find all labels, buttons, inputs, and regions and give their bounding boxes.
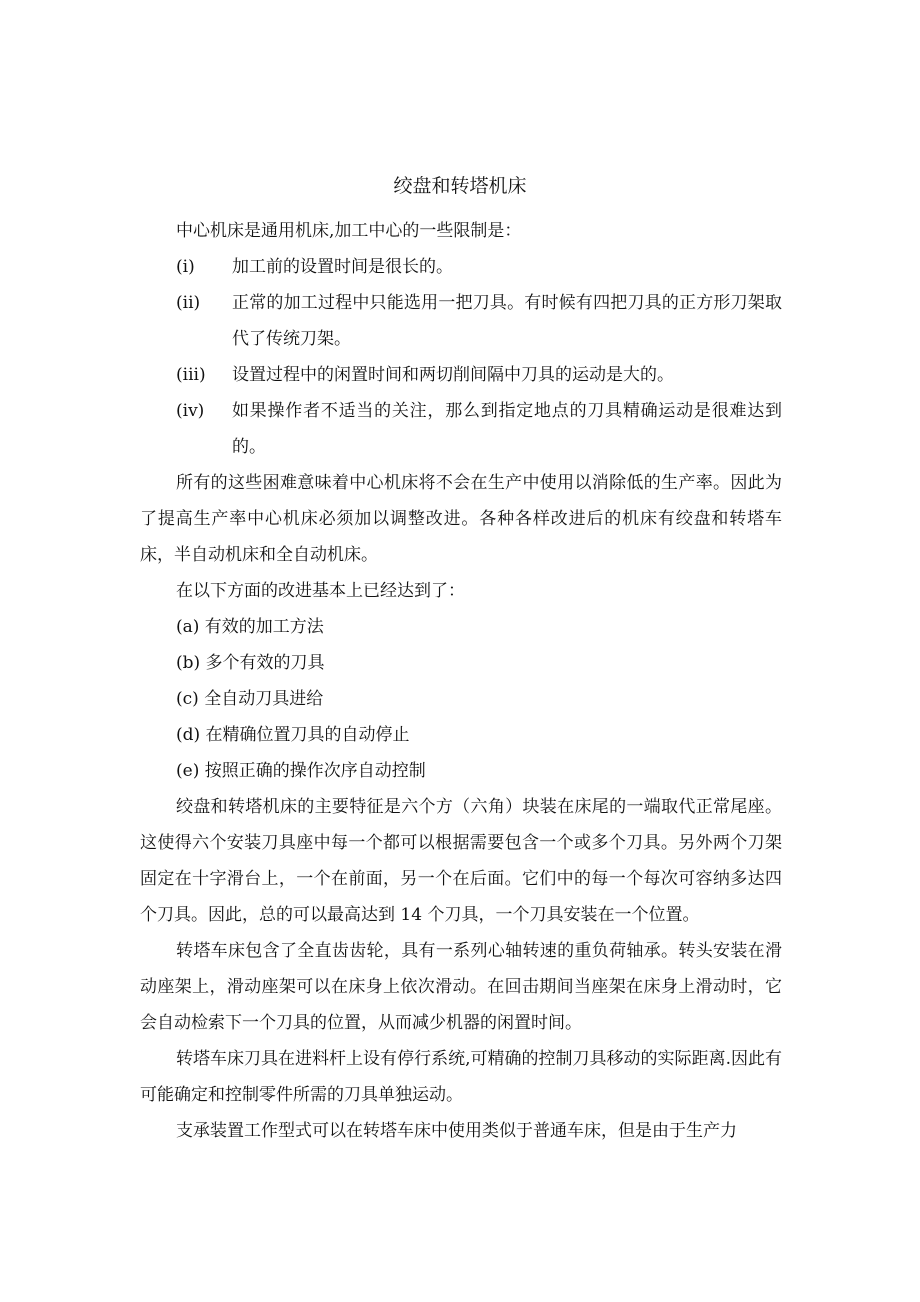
limit-text: 正常的加工过程中只能选用一把刀具。有时候有四把刀具的正方形刀架取代了传统刀架。 xyxy=(232,293,782,349)
limit-item xyxy=(140,249,782,285)
limit-number: (i) xyxy=(176,257,195,277)
improvement-item: (b) 多个有效的刀具 xyxy=(176,653,325,673)
improvement-item: (c) 全自动刀具进给 xyxy=(176,689,324,709)
paragraph-feed-stops: 转塔车床刀具在进料杆上设有停行系统,可精确的控制刀具移动的实际距离.因此有可能确定和控制零件所需的刀具单独运动。 xyxy=(140,1049,782,1105)
limit-text: 加工前的设置时间是很长的。 xyxy=(232,257,453,277)
improvement-item: (a) 有效的加工方法 xyxy=(176,617,324,637)
improvement-item: (e) 按照正确的操作次序自动控制 xyxy=(176,761,426,781)
limit-number: (iii) xyxy=(176,365,206,385)
paragraph-difficulties: 所有的这些困难意味着中心机床将不会在生产中使用以消除低的生产率。因此为了提高生产率中心机床必须加以调整改进。各种各样改进后的机床有绞盘和转塔车床，半自动机床和全自动机床。 xyxy=(140,473,782,565)
paragraph-turret-lathe: 转塔车床包含了全直齿齿轮，具有一系列心轴转速的重负荷轴承。转头安装在滑动座架上，滑动座架可以在床身上依次滑动。在回击期间当座架在床身上滑动时，它会自动检索下一个刀具的位置，从而减少机器的闲置时间。 xyxy=(140,941,782,1033)
intro-paragraph: 中心机床是通用机床,加工中心的一些限制是： xyxy=(176,221,522,241)
limit-text: 设置过程中的闲置时间和两切削间隔中刀具的运动是大的。 xyxy=(232,365,674,385)
document-body xyxy=(140,213,782,1149)
limit-item xyxy=(140,357,782,393)
limit-item xyxy=(140,285,782,357)
limit-number: (ii) xyxy=(176,293,201,313)
limit-item xyxy=(140,393,782,465)
paragraph-support: 支承装置工作型式可以在转塔车床中使用类似于普通车床，但是由于生产力 xyxy=(176,1121,737,1141)
document-title: 绞盘和转塔机床 xyxy=(393,175,527,197)
limit-number: (iv) xyxy=(176,401,205,421)
paragraph-turret-features: 绞盘和转塔机床的主要特征是六个方（六角）块装在床尾的一端取代正常尾座。这使得六个安装刀具座中每一个都可以根据需要包含一个或多个刀具。另外两个刀架固定在十字滑台上，一个在前面，另一个在后面。它们中的每一个每次可容纳多达四个刀具。因此，总的可以最高达到 14 个刀具，一个刀具安装在一个位置。 xyxy=(140,797,782,925)
limit-text: 如果操作者不适当的关注，那么到指定地点的刀具精确运动是很难达到的。 xyxy=(232,401,782,457)
paragraph-improvements-intro: 在以下方面的改进基本上已经达到了： xyxy=(176,581,465,601)
improvement-item: (d) 在精确位置刀具的自动停止 xyxy=(176,725,410,745)
